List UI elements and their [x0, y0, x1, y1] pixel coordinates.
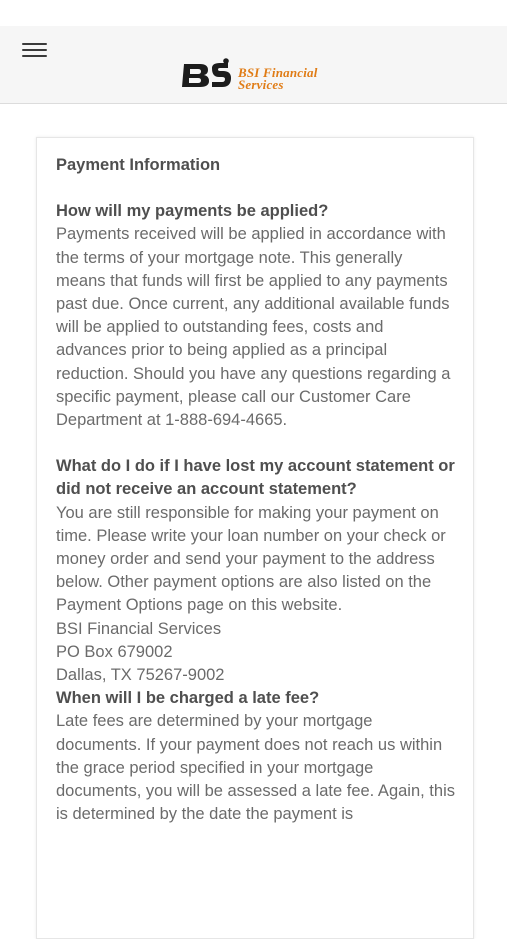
status-bar [0, 0, 507, 26]
hamburger-menu-icon[interactable] [20, 40, 50, 62]
address-line: PO Box 679002 [56, 642, 173, 661]
faq-question: When will I be charged a late fee? [56, 689, 320, 708]
faq-question: What do I do if I have lost my account statement or did not receive an account statement? [56, 457, 455, 499]
address-line: Dallas, TX 75267-9002 [56, 666, 225, 685]
bsi-logo-text: BSI Financial Services [238, 65, 318, 92]
page-title: Payment Information [56, 156, 221, 174]
bsi-logo-mark-icon [176, 56, 236, 96]
faq-answer: You are still responsible for making your payment on time. Please write your loan number on your check or money order and send your payment to the address below. Other payment options are also listed on the Payment Options page on this website. [56, 503, 446, 615]
faq-answer: Late fees are determined by your mortgage documents. If your payment does not reach us within the grace period specified in your mortgage documents, you will be assessed a late fee. Again, this is determined by the date the payment is [56, 712, 455, 824]
bsi-logo[interactable] [176, 56, 346, 96]
faq-question: How will my payments be applied? [56, 202, 329, 221]
payment-info-card [36, 137, 474, 939]
faq-answer: Payments received will be applied in accordance with the terms of your mortgage note. This generally means that funds will first be applied to any payments past due. Once current, any additional available funds will be applied to outstanding fees, costs and advances prior to being applied as a principal reduction. Should you have any questions regarding a specific payment, please call our Customer Care Department at 1-888-694-4665. [56, 225, 451, 430]
address-line: BSI Financial Services [56, 619, 222, 638]
card-content [56, 154, 456, 826]
